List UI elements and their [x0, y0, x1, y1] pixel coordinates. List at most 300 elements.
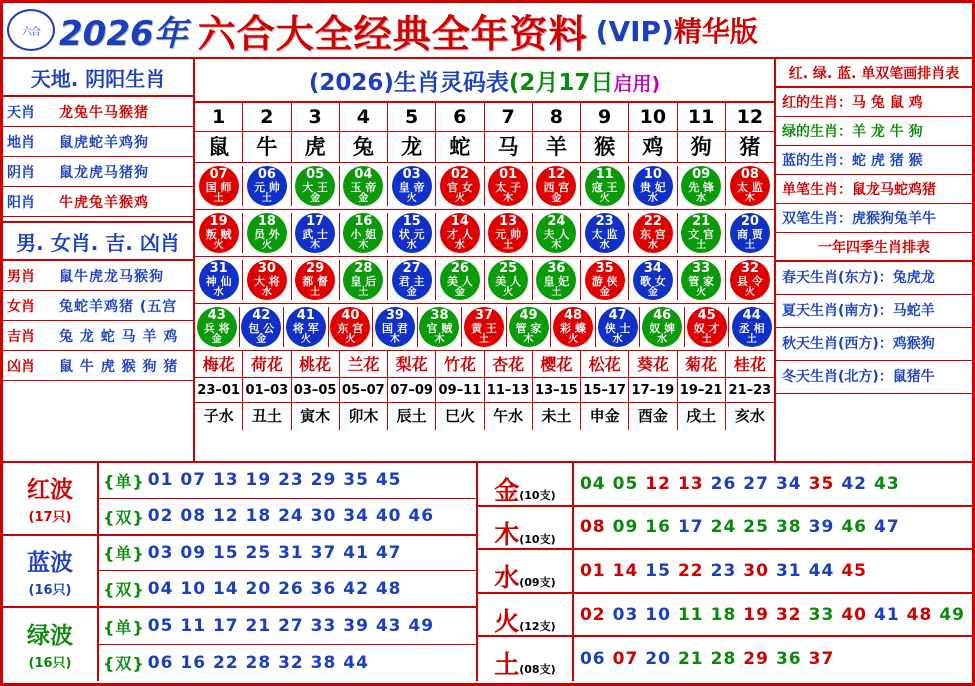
element-number: 10 [645, 604, 671, 625]
color-zodiac-row [776, 88, 972, 117]
ball-number: 14 [450, 214, 469, 229]
color-zodiac-list [776, 88, 972, 233]
ball-cell [418, 307, 463, 347]
ball-number: 28 [354, 261, 373, 276]
element-number: 31 [775, 560, 802, 581]
ball-row [195, 304, 774, 351]
ball-title: 彩 蝶 [560, 322, 586, 335]
ball-number: 31 [209, 261, 228, 276]
number-ball [295, 166, 335, 206]
number-ball [642, 307, 682, 347]
number-ball [633, 166, 673, 206]
ball-cell [629, 213, 677, 253]
ball-number: 05 [306, 167, 325, 182]
ball-cell [436, 166, 484, 206]
ball-title: 小 姐 [350, 228, 377, 241]
element-number: 03 [612, 604, 639, 625]
ball-element: 木 [358, 240, 369, 251]
flower-cell: 松花 [581, 351, 629, 378]
ball-number: 23 [595, 214, 614, 229]
element-number: 25 [743, 517, 769, 538]
ball-cell [729, 307, 774, 347]
row-label: 男肖 [7, 268, 35, 285]
ball-number: 02 [450, 167, 469, 182]
zodiac-cell: 羊 [533, 132, 581, 163]
wave-number-line [99, 645, 476, 681]
ball-number: 39 [385, 308, 404, 323]
ball-title: 东 宫 [337, 322, 364, 335]
row-value: 牛虎兔羊猴鸡 [59, 194, 149, 211]
ball-element: 水 [406, 240, 417, 251]
zodiac-cell: 马 [485, 132, 533, 163]
range-cell: 03–05 [292, 378, 340, 403]
color-zodiac-label: 蓝的生肖： [782, 153, 852, 169]
ball-title: 官 女 [446, 181, 473, 194]
element-cell: 子水 [195, 403, 243, 430]
element-row [478, 594, 972, 638]
element-count: (08支) [519, 663, 556, 677]
ball-title: 状 元 [398, 228, 425, 241]
ball-number: 30 [257, 261, 276, 276]
color-zodiac-row [776, 117, 972, 146]
ball-cell [240, 307, 285, 347]
ball-number: 25 [499, 261, 518, 276]
flower-cell: 菊花 [678, 351, 726, 378]
season-row [776, 361, 972, 394]
ball-element: 水 [599, 240, 610, 251]
ball-cell [551, 307, 596, 347]
ball-number: 09 [692, 167, 711, 182]
element-number: 38 [775, 517, 802, 538]
number-ball [392, 166, 432, 206]
number-ball [488, 213, 528, 253]
ball-number: 29 [306, 261, 325, 276]
color-zodiac-label: 绿的生肖： [782, 124, 852, 140]
ball-element: 木 [551, 240, 562, 251]
ball-element: 火 [300, 334, 311, 345]
ball-cell [678, 213, 726, 253]
element-number: 39 [808, 517, 835, 538]
zodiac-cell: 猴 [581, 132, 629, 163]
ball-title: 美 人 [495, 275, 522, 288]
ball-title: 国 师 [205, 181, 232, 194]
season-text: 冬天生肖(北方)：鼠猪牛 [782, 369, 935, 385]
element-number: 27 [743, 473, 769, 494]
ball-cell [581, 260, 629, 300]
number-ball [585, 213, 625, 253]
ball-cell [388, 260, 436, 300]
number-ball [440, 260, 480, 300]
ball-number: 01 [499, 167, 518, 182]
table-row [3, 321, 193, 351]
number-ball [199, 260, 239, 300]
element-numbers [574, 561, 972, 581]
element-count: (09支) [519, 576, 556, 590]
ball-title: 玉 帝 [350, 181, 377, 194]
table-row [3, 261, 193, 291]
number-ball [509, 307, 549, 347]
element-numbers [574, 605, 972, 625]
element-cell: 申金 [581, 403, 629, 430]
ball-number: 06 [257, 167, 276, 182]
number-ball [730, 166, 770, 206]
element-count: (10支) [519, 489, 556, 502]
season-text: 秋天生肖(西方)：鸡猴狗 [782, 336, 935, 352]
ball-element: 水 [647, 193, 658, 204]
number-ball [343, 260, 383, 300]
row-label: 阴肖 [7, 164, 35, 181]
ball-number: 34 [643, 261, 662, 276]
ball-title: 皇 帝 [398, 181, 425, 194]
element-number: 40 [841, 604, 867, 625]
color-zodiac-value: 鼠龙马蛇鸡猪 [852, 182, 936, 198]
element-numbers [574, 474, 972, 494]
ball-cell [629, 260, 677, 300]
ball-cell [678, 166, 726, 206]
ball-title: 黄 王 [471, 322, 497, 335]
element-number: 21 [677, 649, 704, 670]
ball-title: 君 主 [398, 275, 425, 288]
season-title-text: 一年四季生肖排表 [818, 240, 930, 256]
number-ball [536, 260, 576, 300]
element-number: 45 [841, 560, 867, 581]
element-number: 26 [710, 473, 737, 494]
ball-title: 都 督 [302, 275, 329, 288]
row-value: 兔 龙 蛇 马 羊 鸡 [59, 328, 179, 345]
ball-title: 叛 贼 [205, 228, 232, 241]
ball-title: 太 监 [591, 228, 618, 241]
season-text: 春天生肖(东方)：兔虎龙 [782, 270, 935, 286]
ball-title: 侠 士 [604, 322, 631, 335]
row-label: 女肖 [7, 298, 35, 315]
number-ball [585, 260, 625, 300]
ball-element: 水 [647, 240, 658, 251]
ball-number: 44 [742, 308, 761, 323]
ball-element: 金 [406, 287, 417, 298]
wave-count: (17只) [28, 510, 72, 526]
ball-cell [581, 166, 629, 206]
range-cell: 17–19 [629, 378, 677, 403]
ball-number: 16 [354, 214, 373, 229]
ball-number: 20 [740, 214, 759, 229]
number-list: 03 09 15 25 31 37 41 47 [147, 542, 402, 563]
wave-name: 蓝波 [27, 549, 73, 576]
right-title-text: 红. 绿. 蓝. 单双笔画排肖表 [788, 66, 960, 82]
zodiac-row [195, 132, 774, 163]
wave-numbers [99, 536, 476, 607]
ball-number: 11 [595, 167, 614, 182]
right-panel [776, 59, 972, 461]
ball-title: 夫 人 [543, 228, 570, 241]
range-cell: 01–03 [243, 378, 291, 403]
ball-title: 将 军 [292, 322, 319, 335]
wave-count: (16只) [28, 656, 72, 672]
column-number-row [195, 103, 774, 132]
ball-title: 武 士 [302, 228, 329, 241]
zodiac-title-date: (2月17日 [508, 70, 614, 96]
range-cell: 15–17 [581, 378, 629, 403]
element-number: 22 [677, 560, 704, 581]
ball-cell [726, 166, 774, 206]
flower-cell: 梅花 [195, 351, 243, 378]
element-number: 49 [939, 604, 965, 625]
ball-title: 商 贾 [736, 228, 763, 241]
ball-cell [485, 166, 533, 206]
number-ball [536, 166, 576, 206]
ball-element: 金 [647, 287, 658, 298]
ball-cell [340, 166, 388, 206]
element-number: 09 [612, 517, 639, 538]
col-index: 8 [533, 103, 581, 132]
flower-cell: 兰花 [340, 351, 388, 378]
element-number: 11 [677, 604, 704, 625]
element-cell: 寅木 [292, 403, 340, 430]
element-number: 47 [873, 517, 900, 538]
element-number: 15 [645, 560, 671, 581]
row-label: 阳肖 [7, 194, 35, 211]
ball-title: 奴 才 [693, 322, 720, 335]
number-list: 04 10 14 20 26 36 42 48 [147, 578, 402, 599]
color-zodiac-value: 马 兔 鼠 鸡 [852, 95, 923, 111]
element-number: 42 [841, 473, 867, 494]
ball-title: 员 外 [253, 228, 280, 241]
ball-cell [195, 213, 243, 253]
number-ball [247, 213, 287, 253]
element-cell: 戌土 [678, 403, 726, 430]
ball-number: 03 [402, 167, 421, 182]
element-number: 29 [743, 649, 769, 670]
element-number: 01 [579, 560, 606, 581]
color-zodiac-row [776, 204, 972, 233]
ball-title: 文 官 [688, 228, 715, 241]
number-ball [197, 307, 237, 347]
ball-element: 土 [261, 193, 272, 204]
number-ball [488, 166, 528, 206]
element-number: 48 [906, 604, 933, 625]
ball-number: 43 [207, 308, 226, 323]
ball-title: 皇 后 [350, 275, 377, 288]
ball-number: 46 [653, 308, 672, 323]
zodiac-cell: 猪 [726, 132, 774, 163]
wave-number-line [99, 499, 476, 534]
wave-count: (16只) [28, 582, 72, 598]
ball-number: 27 [402, 261, 421, 276]
col-index: 9 [581, 103, 629, 132]
col-index: 2 [243, 103, 291, 132]
ball-number: 07 [209, 167, 228, 182]
ball-element: 水 [657, 334, 668, 345]
number-ball [598, 307, 638, 347]
element-name-cell [478, 637, 574, 681]
range-cell: 11–13 [485, 378, 533, 403]
element-name: 火 [494, 606, 520, 636]
row-label: 天肖 [7, 104, 35, 121]
element-name: 木 [494, 519, 520, 549]
element-number: 06 [579, 649, 606, 670]
ball-number: 19 [209, 214, 228, 229]
range-cell: 21–23 [726, 378, 774, 403]
ball-cell [284, 307, 329, 347]
right-panel-title [776, 59, 972, 88]
ball-title: 游 侠 [591, 275, 618, 288]
season-title [776, 233, 972, 262]
ball-cell [243, 213, 291, 253]
col-index: 10 [629, 103, 677, 132]
season-row [776, 295, 972, 328]
number-list: 05 11 17 21 27 33 39 43 49 [147, 616, 435, 637]
table-row [3, 291, 193, 321]
element-count: (12支) [519, 619, 556, 633]
season-row [776, 262, 972, 295]
element-name: 水 [494, 563, 520, 593]
wave-number-line [99, 536, 476, 572]
ball-cell [485, 213, 533, 253]
ball-element: 火 [696, 287, 707, 298]
bottom-section [3, 463, 972, 681]
number-ball [633, 260, 673, 300]
color-zodiac-label: 单笔生肖： [782, 182, 852, 198]
ball-title: 奴 婢 [649, 322, 676, 335]
ball-cell [581, 213, 629, 253]
row-label: 地肖 [7, 134, 35, 151]
ball-element: 水 [454, 240, 465, 251]
ball-element: 金 [599, 287, 610, 298]
number-ball [295, 260, 335, 300]
ball-cell [195, 260, 243, 300]
parity-tag: {单} [103, 471, 145, 491]
ball-cell [533, 213, 581, 253]
ball-row [195, 210, 774, 257]
number-ball [730, 213, 770, 253]
ball-cell [629, 166, 677, 206]
element-number: 14 [612, 560, 639, 581]
number-ball [440, 166, 480, 206]
ball-element: 金 [358, 193, 369, 204]
ball-title: 元 帅 [253, 181, 280, 194]
element-number: 44 [808, 560, 835, 581]
number-ball [295, 213, 335, 253]
ball-cell [373, 307, 418, 347]
row-value: 鼠龙虎马猪狗 [59, 164, 149, 181]
element-row [478, 550, 972, 594]
element-cell: 丑土 [243, 403, 291, 430]
element-number: 08 [579, 517, 606, 538]
ball-number: 40 [341, 308, 360, 323]
element-number: 43 [873, 473, 900, 494]
ball-number: 35 [595, 261, 614, 276]
ball-number: 49 [519, 308, 538, 323]
ball-number: 26 [450, 261, 469, 276]
row-value: 鼠虎蛇羊鸡狗 [59, 134, 149, 151]
ball-element: 土 [744, 240, 755, 251]
ball-number: 10 [643, 167, 662, 182]
number-ball [440, 213, 480, 253]
ball-title: 西 宫 [543, 181, 570, 194]
ball-title: 国 君 [381, 322, 408, 335]
element-number: 41 [873, 604, 900, 625]
row-value: 龙兔牛马猴猪 [59, 104, 149, 121]
ball-title: 丞 相 [738, 322, 765, 335]
parity-tag: {单} [103, 544, 145, 564]
ball-element: 金 [454, 287, 465, 298]
year-label: 2026年 [59, 13, 188, 54]
ball-number: 45 [697, 308, 716, 323]
element-count: (10支) [519, 532, 556, 546]
element-number: 18 [710, 604, 737, 625]
element-cell: 午水 [485, 403, 533, 430]
zodiac-cell: 虎 [292, 132, 340, 163]
zodiac-cell: 龙 [388, 132, 436, 163]
page-title: 六合大全经典全年资料 [197, 11, 588, 56]
ball-element: 木 [523, 334, 534, 345]
element-number: 23 [710, 560, 737, 581]
zodiac-cell: 狗 [678, 132, 726, 163]
ball-title: 皇 妃 [543, 275, 570, 288]
ball-element: 火 [599, 193, 610, 204]
ball-cell [243, 260, 291, 300]
ball-element: 土 [696, 240, 707, 251]
zodiac-table-title [195, 59, 774, 103]
number-list: 02 08 12 18 24 30 34 40 46 [147, 506, 435, 527]
col-index: 4 [340, 103, 388, 132]
ball-element: 木 [503, 193, 514, 204]
ball-element: 火 [406, 193, 417, 204]
ball-number: 18 [257, 214, 276, 229]
ball-element: 土 [310, 287, 321, 298]
element-name-cell [478, 550, 574, 592]
element-numbers [574, 517, 972, 537]
element-number: 35 [808, 473, 835, 494]
element-cell: 酉金 [629, 403, 677, 430]
ball-cell [340, 213, 388, 253]
wave-name-cell [3, 536, 99, 607]
table-row [3, 351, 193, 381]
element-number: 24 [710, 517, 737, 538]
ball-title: 歌 女 [639, 275, 666, 288]
ball-element: 土 [701, 334, 712, 345]
ball-element: 金 [310, 193, 321, 204]
ball-title: 太 监 [736, 181, 763, 194]
ball-element: 木 [744, 193, 755, 204]
element-name: 土 [494, 650, 520, 680]
ball-title: 大 将 [253, 275, 280, 288]
number-ball [681, 213, 721, 253]
zodiac-code-table [195, 59, 776, 461]
zodiac-cell: 牛 [243, 132, 291, 163]
number-ball [687, 307, 727, 347]
ball-cell [678, 260, 726, 300]
element-number: 36 [775, 649, 802, 670]
number-ball [536, 213, 576, 253]
wave-name: 红波 [27, 477, 73, 504]
element-row [195, 403, 774, 430]
ball-element: 火 [568, 334, 579, 345]
ball-cell [462, 307, 507, 347]
ball-number: 04 [354, 167, 373, 182]
color-zodiac-value: 羊 龙 牛 狗 [852, 124, 923, 140]
flower-cell: 荷花 [243, 351, 291, 378]
number-ball [585, 166, 625, 206]
ball-element: 火 [345, 334, 356, 345]
element-number: 07 [612, 649, 639, 670]
ball-element: 水 [213, 287, 224, 298]
number-ball [375, 307, 415, 347]
ball-title: 官 贼 [426, 322, 453, 335]
number-ball [392, 213, 432, 253]
color-zodiac-value: 虎猴狗兔羊牛 [852, 211, 936, 227]
ball-element: 火 [213, 240, 224, 251]
parity-tag: {双} [103, 580, 145, 600]
